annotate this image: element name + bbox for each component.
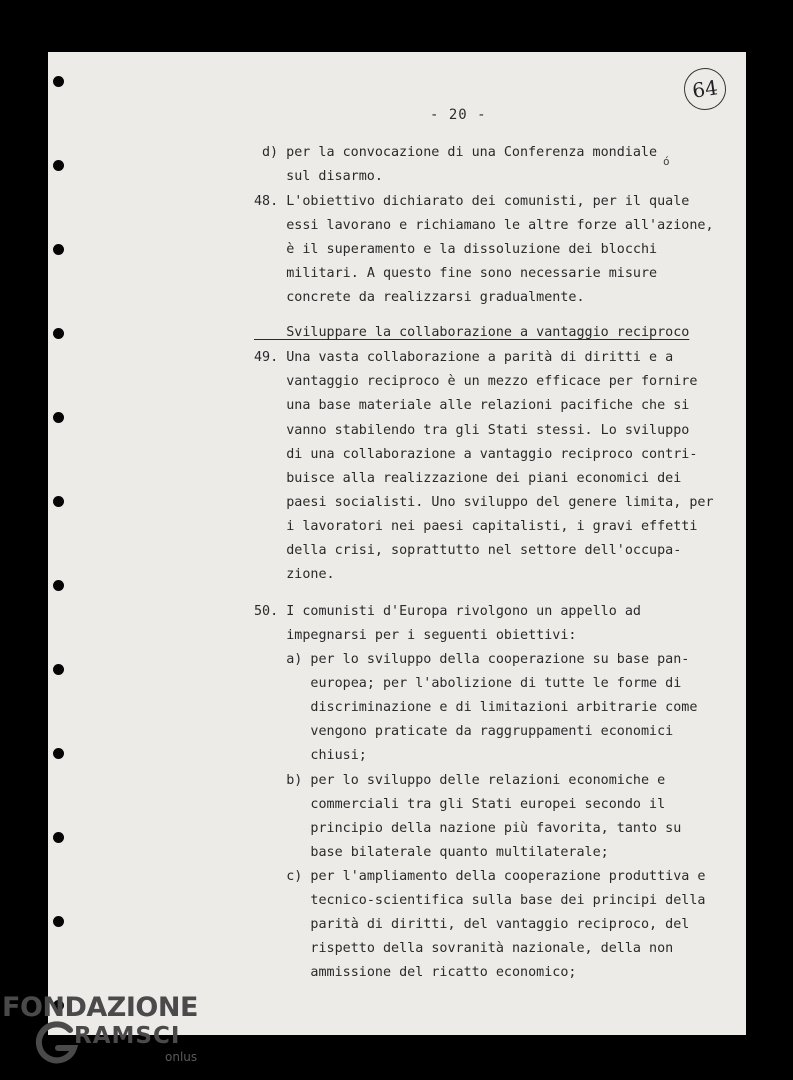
binder-hole [53, 244, 64, 255]
foundation-watermark [2, 992, 202, 1067]
text-line: tecnico-scientifica sulla base dei principi della [254, 893, 706, 908]
text-line: sul disarmo. [262, 169, 383, 184]
text-line: ammissione del ricatto economico; [254, 965, 577, 980]
binder-hole [53, 328, 64, 339]
binder-hole [53, 664, 64, 675]
text-line: base bilaterale quanto multilaterale; [254, 845, 609, 860]
binder-hole [53, 580, 64, 591]
stray-mark: ó [663, 155, 670, 168]
text-line: buisce alla realizzazione dei piani economici dei [254, 471, 682, 486]
binder-hole [53, 76, 64, 87]
text-line: c) per l'ampliamento della cooperazione produttiva e [254, 869, 706, 884]
text-line: europea; per l'abolizione di tutte le forme di [254, 676, 682, 691]
archive-number-stamp: 64 [681, 65, 728, 112]
binder-hole [53, 496, 64, 507]
watermark-line1: FONDAZIONE [2, 992, 198, 1023]
text-line: principio della nazione più favorita, tanto su [254, 821, 682, 836]
text-line: a) per lo sviluppo della cooperazione su base pan- [254, 652, 690, 667]
text-line: concrete da realizzarsi gradualmente. [254, 290, 585, 305]
text-line: discriminazione e di limitazioni arbitrarie come [254, 700, 698, 715]
text-line: impegnarsi per i seguenti obiettivi: [254, 628, 577, 643]
watermark-line2: RAMSCI [74, 1023, 181, 1049]
text-line: chiusi; [254, 748, 367, 763]
text-line: d) per la convocazione di una Conferenza mondiale [262, 145, 658, 160]
text-line: di una collaborazione a vantaggio reciproco contri- [254, 447, 698, 462]
text-line: i lavoratori nei paesi capitalisti, i gravi effetti [254, 519, 698, 534]
text-line: militari. A questo fine sono necessarie misure [254, 266, 658, 281]
text-line: vengono praticate da raggruppamenti economici [254, 724, 674, 739]
binder-hole [53, 832, 64, 843]
watermark-suffix: onlus [165, 1050, 198, 1064]
text-line: è il superamento e la dissoluzione dei blocchi [254, 242, 658, 257]
text-line: zione. [254, 567, 335, 582]
text-line: b) per lo sviluppo delle relazioni economiche e [254, 773, 666, 788]
text-line: paesi socialisti. Uno sviluppo del genere limita, per [254, 495, 714, 510]
binder-hole [53, 748, 64, 759]
text-line: vanno stabilendo tra gli Stati stessi. Lo sviluppo [254, 423, 690, 438]
text-line: vantaggio reciproco è un mezzo efficace per fornire [254, 374, 698, 389]
text-line: rispetto della sovranità nazionale, della non [254, 941, 674, 956]
page-number: - 20 - [430, 107, 487, 123]
text-line: 49. Una vasta collaborazione a parità di diritti e a [254, 350, 674, 365]
binder-hole [53, 412, 64, 423]
text-line: 50. I comunisti d'Europa rivolgono un appello ad [254, 604, 641, 619]
text-line: 48. L'obiettivo dichiarato dei comunisti, per il quale [254, 194, 690, 209]
text-line: essi lavorano e richiamano le altre forze all'azione, [254, 218, 714, 233]
text-line: parità di diritti, del vantaggio reciproco, del [254, 917, 690, 932]
binder-hole [53, 160, 64, 171]
text-line: commerciali tra gli Stati europei secondo il [254, 797, 666, 812]
binder-hole [53, 916, 64, 927]
text-line: una base materiale alle relazioni pacifiche che si [254, 398, 690, 413]
section-heading: Sviluppare la collaborazione a vantaggio reciproco [254, 325, 690, 340]
text-line: della crisi, soprattutto nel settore dell'occupa- [254, 543, 682, 558]
